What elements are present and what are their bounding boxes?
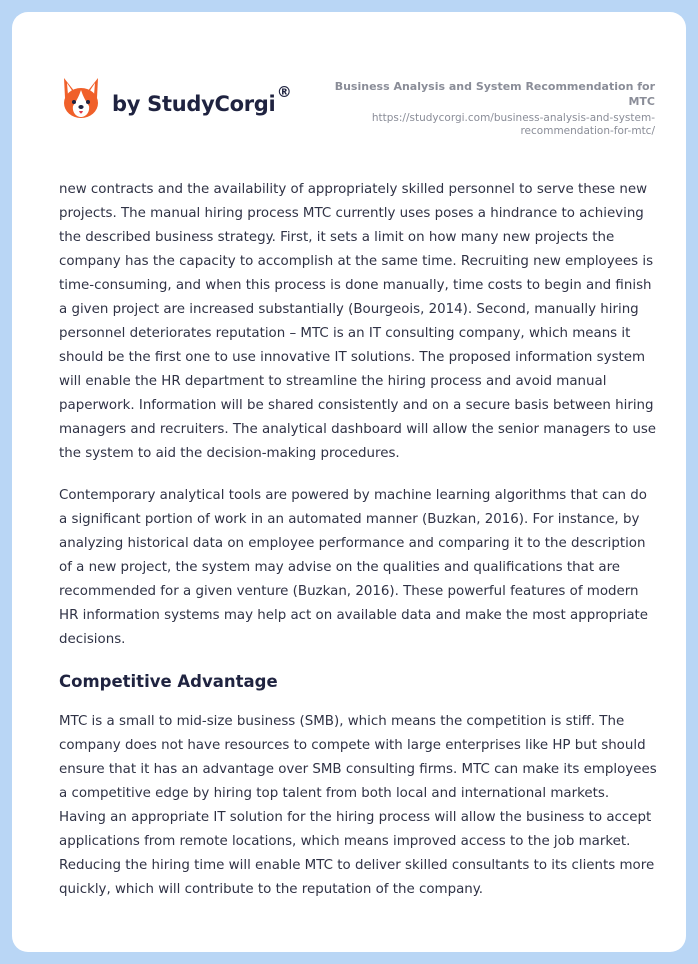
page-header	[60, 76, 655, 146]
corgi-logo-icon	[60, 76, 102, 122]
document-meta	[315, 79, 655, 138]
document-body	[59, 178, 657, 920]
document-page	[12, 12, 686, 952]
registered-mark: ®	[276, 83, 292, 101]
body-paragraph: Contemporary analytical tools are powered by machine learning algorithms that can do a significant portion of work in an automated manner (Buzkan, 2016). For instance, by analyzing historical data on employee performance and comparing it to the description of a new project, the system may advise on the qualities and qualifications that are recommended for a given venture (Buzkan, 2016). These powerful features of modern HR information systems may help act on available data and make the most appropriate decisions.	[59, 488, 649, 647]
studycorgi-logo[interactable]	[60, 76, 292, 122]
document-url-line-2[interactable]: recommendation-for-mtc/	[520, 125, 655, 137]
section-heading: Competitive Advantage	[59, 672, 278, 691]
body-paragraph: MTC is a small to mid-size business (SMB), which means the competition is stiff. The company does not have resources to compete with large enterprises like HP but should ensure that it has an advantage over SMB consulting firms. MTC can make its employees a competitive edge by hiring top talent from both local and international markets. Having an appropriate IT solution for the hiring process will allow the business to accept applications from remote locations, which means improved access to the job market. Reducing the hiring time will enable MTC to deliver skilled consultants to its clients more quickly, which will contribute to the reputation of the company.	[59, 714, 657, 897]
document-url-line-1[interactable]: https://studycorgi.com/business-analysis-and-system-	[371, 112, 655, 124]
document-url[interactable]	[315, 112, 655, 138]
body-paragraph: new contracts and the availability of appropriately skilled personnel to serve these new projects. The manual hiring process MTC currently uses poses a hindrance to achieving the described business strategy. First, it sets a limit on how many new projects the company has the capacity to accomplish at the same time. Recruiting new employees is time-consuming, and when this process is done manually, time costs to begin and finish a given project are increased substantially (Bourgeois, 2014). Second, manually hiring personnel deteriorates reputation – MTC is an IT consulting company, which means it should be the first one to use innovative IT solutions. The proposed information system will enable the HR department to streamline the hiring process and avoid manual paperwork. Information will be shared consistently and on a secure basis between hiring managers and recruiters. The analytical dashboard will allow the senior managers to use the system to aid the decision-making procedures.	[59, 182, 657, 461]
brand-name: by StudyCorgi ®	[112, 83, 292, 116]
document-title: Business Analysis and System Recommendation for MTC	[334, 80, 655, 108]
